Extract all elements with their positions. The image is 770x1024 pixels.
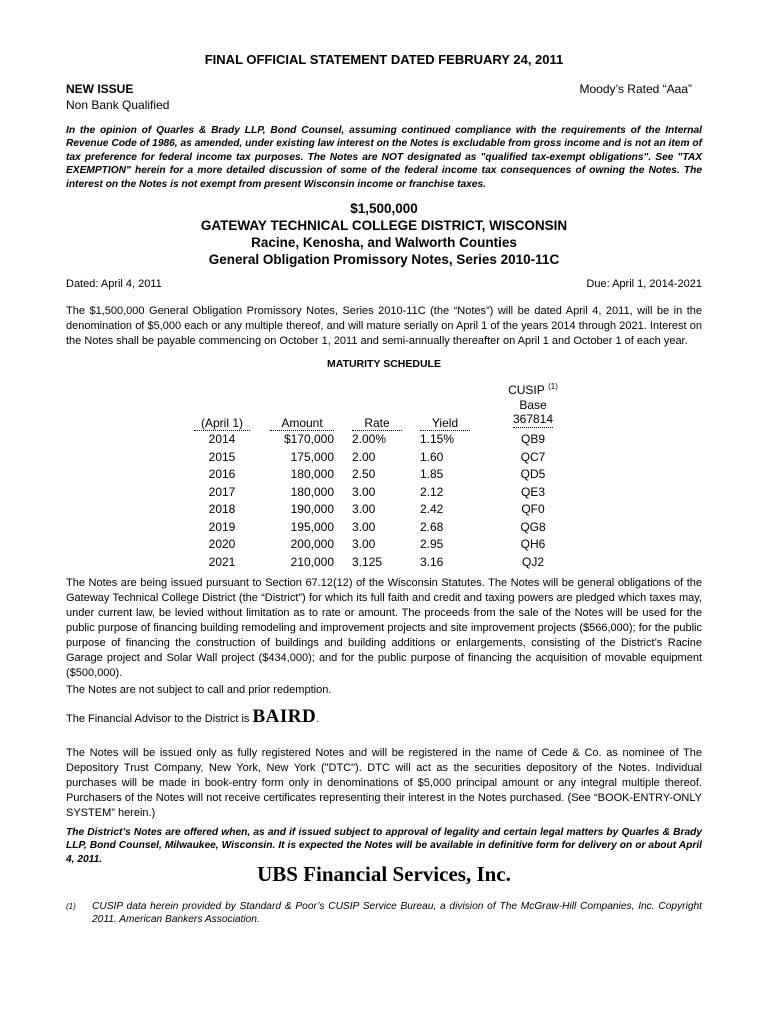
table-row: [190, 467, 570, 485]
maturity-rows: [190, 432, 570, 572]
row-cusip: QG8: [520, 519, 546, 534]
col-header-amount: Amount: [270, 416, 334, 431]
row-amount: 195,000: [290, 519, 334, 534]
cusip-header: [488, 380, 578, 428]
cusip-footnote-ref: (1): [548, 382, 558, 391]
row-rate: 3.00: [352, 502, 376, 516]
maturity-schedule-heading: MATURITY SCHEDULE: [327, 358, 441, 370]
col-header-rate: Rate: [352, 416, 402, 431]
row-rate: 2.50: [352, 467, 376, 481]
rating: Moody’s Rated “Aaa”: [579, 82, 692, 96]
col-header-date: (April 1): [194, 416, 250, 431]
row-year: 2018: [208, 502, 236, 516]
offering-issuer: GATEWAY TECHNICAL COLLEGE DISTRICT, WISCONSIN: [200, 218, 568, 233]
table-row: [190, 555, 570, 573]
row-year: 2014: [208, 432, 236, 446]
row-rate: 2.00%: [352, 432, 387, 446]
redemption-paragraph: The Notes are not subject to call and prior redemption.: [66, 684, 332, 696]
row-amount: 210,000: [290, 554, 334, 569]
row-cusip: QH6: [520, 537, 546, 551]
table-row: [190, 450, 570, 468]
table-row: [190, 537, 570, 555]
row-yield: 1.15%: [420, 432, 455, 446]
qualification: Non Bank Qualified: [66, 98, 170, 112]
cusip-label: CUSIP: [508, 383, 545, 397]
row-yield: 2.42: [420, 502, 444, 516]
row-cusip: QF0: [521, 502, 545, 516]
cusip-base-label: Base: [519, 397, 547, 412]
row-rate: 3.00: [352, 484, 376, 499]
tax-opinion: In the opinion of Quarles & Brady LLP, Bond Counsel, assuming continued compliance with the requirements of the Internal Revenue Code of 1986, as amended, under existing law interest on the Notes is excludable from gross income and is not an item of tax preference for federal income tax purposes. The Notes are NOT designated as "qualified tax-exempt obligations". See "TAX EXEMPTION" herein for a more detailed discussion of some of the federal income tax consequences of owning the Notes. The interest on the Notes is not exempt from present Wisconsin income or franchise taxes.: [66, 125, 702, 190]
baird-logo: BAIRD: [252, 706, 317, 727]
due-date: Due: April 1, 2014-2021: [586, 278, 702, 290]
financial-advisor-prefix: The Financial Advisor to the District is: [66, 713, 253, 725]
row-amount: 175,000: [290, 449, 334, 464]
row-rate: 2.00: [352, 449, 376, 464]
row-rate: 3.00: [352, 519, 376, 534]
dated-date: Dated: April 4, 2011: [66, 278, 162, 290]
row-cusip: QJ2: [521, 554, 544, 569]
purpose-paragraph: The Notes are being issued pursuant to Section 67.12(12) of the Wisconsin Statutes. The Notes will be general obligations of the Gateway Technical College District (the “District”) for which its full faith and credit and taxing powers are pledged which taxes may, under current law, be levied without limitation as to rate or amount. The proceeds from the sale of the Notes will be used for the public purpose of financing building remodeling and improvement projects and site improvement projects ($566,000); for the public purpose of financing the construction of buildings and building additions or enlargements, consisting of the District’s Racine Garage project and Solar Wall project ($434,000); and for the public purpose of financing the acquisition of movable equipment ($500,000).: [66, 577, 702, 679]
row-amount: 180,000: [290, 467, 334, 481]
financial-advisor-suffix: .: [316, 713, 320, 725]
row-rate: 3.125: [352, 554, 383, 569]
row-amount: 190,000: [290, 502, 334, 516]
row-yield: 2.12: [420, 484, 444, 499]
row-yield: 2.68: [420, 519, 444, 534]
row-year: 2017: [208, 484, 236, 499]
registration-paragraph: The Notes will be issued only as fully registered Notes and will be registered in the name of Cede & Co. as nominee of The Depository Trust Company, New York, New York ("DTC"). DTC will act as the securities depository of the Notes. Individual purchases will be made in book-entry form only in denominations of $5,000 principal amount or any integral multiple thereof. Purchasers of the Notes will not receive certificates representing their interest in the Notes purchased. (See “BOOK-ENTRY-ONLY SYSTEM” herein.): [66, 747, 702, 819]
table-row: [190, 432, 570, 450]
financial-advisor-line: [66, 706, 319, 728]
footnote-mark: (1): [66, 902, 76, 911]
row-year: 2021: [208, 554, 236, 569]
offering-heading: [66, 200, 702, 268]
intro-paragraph: The $1,500,000 General Obligation Promissory Notes, Series 2010-11C (the “Notes”) will be dated April 4, 2011, will be in the denomination of $5,000 each or any multiple thereof, and will mature serially on April 1 of the years 2014 through 2021. Interest on the Notes shall be payable commencing on October 1, 2011 and semi-annually thereafter on April 1 and October 1 of each year.: [66, 305, 702, 347]
row-amount: 180,000: [290, 484, 334, 499]
row-yield: 1.60: [420, 449, 444, 464]
table-row: [190, 502, 570, 520]
row-cusip: QD5: [520, 467, 546, 481]
row-cusip: QE3: [520, 484, 545, 499]
row-yield: 2.95: [420, 537, 444, 551]
row-year: 2020: [208, 537, 236, 551]
offering-counties: Racine, Kenosha, and Walworth Counties: [251, 235, 517, 250]
row-cusip: QC7: [520, 449, 546, 464]
offering-series: General Obligation Promissory Notes, Series 2010-11C: [208, 252, 560, 267]
row-year: 2016: [208, 467, 236, 481]
row-amount: $170,000: [283, 432, 334, 446]
cusip-base: 367814: [512, 412, 554, 426]
row-rate: 3.00: [352, 537, 376, 551]
document-title: FINAL OFFICIAL STATEMENT DATED FEBRUARY 24, 2011: [204, 52, 564, 67]
footnote-text: CUSIP data herein provided by Standard & Poor’s CUSIP Service Bureau, a division of The McGraw-Hill Companies, Inc. Copyright 2011. American Bankers Association.: [92, 901, 702, 926]
col-header-yield: Yield: [420, 416, 470, 431]
maturity-table: [190, 380, 570, 572]
table-row: [190, 485, 570, 503]
table-row: [190, 520, 570, 538]
offering-amount: $1,500,000: [350, 201, 418, 216]
row-year: 2019: [208, 519, 236, 534]
underwriter-name: UBS Financial Services, Inc.: [257, 862, 511, 886]
row-yield: 1.85: [420, 467, 444, 481]
maturity-table-header: [190, 380, 570, 432]
row-cusip: QB9: [520, 432, 545, 446]
row-amount: 200,000: [290, 537, 334, 551]
issue-type: NEW ISSUE: [66, 82, 134, 96]
offering-terms: The District’s Notes are offered when, as and if issued subject to approval of legality and certain legal matters by Quarles & Brady LLP, Bond Counsel, Milwaukee, Wisconsin. It is expected the Notes will be available in definitive form for delivery on or about April 4, 2011.: [66, 827, 702, 865]
row-yield: 3.16: [420, 554, 444, 569]
row-year: 2015: [208, 449, 236, 464]
